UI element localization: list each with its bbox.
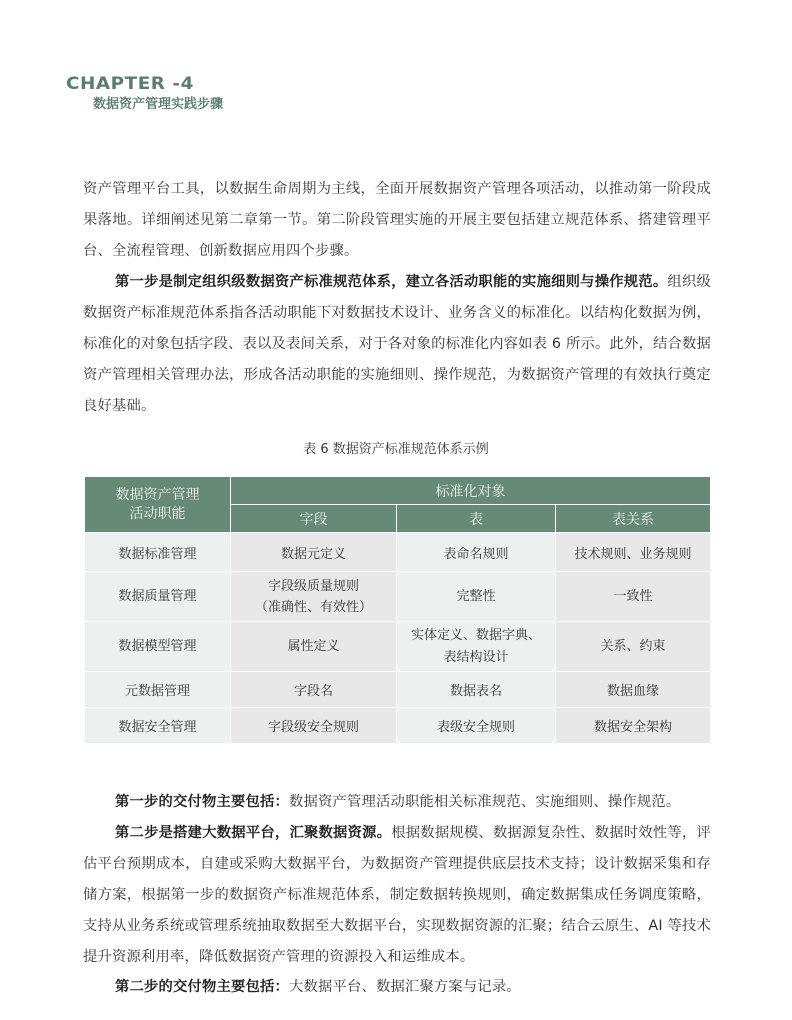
paragraph-step2: [83, 818, 711, 973]
cell-table-line1: 实体定义、数据字典、: [410, 627, 541, 643]
table-row: [85, 533, 711, 572]
cell-function: 数据标准管理: [85, 533, 231, 572]
header-table: 表: [397, 505, 556, 533]
cell-field: 字段名: [231, 672, 397, 708]
cell-field: [231, 572, 397, 622]
header-function-line2: 活动职能: [129, 505, 186, 522]
cell-relation: 关系、约束: [556, 622, 711, 672]
step2-deliverables-body: 大数据平台、数据汇聚方案与记录。: [288, 979, 521, 995]
cell-table: 表级安全规则: [397, 708, 556, 744]
header-field: 字段: [231, 505, 397, 533]
cell-function: 数据安全管理: [85, 708, 231, 744]
step1-deliverables-heading: 第一步的交付物主要包括：: [115, 794, 289, 810]
cell-field: 属性定义: [231, 622, 397, 672]
cell-relation: 一致性: [556, 572, 711, 622]
cell-relation: 技术规则、业务规则: [556, 533, 711, 572]
cell-function: 元数据管理: [85, 672, 231, 708]
cell-field: 数据元定义: [231, 533, 397, 572]
cell-table: [397, 622, 556, 672]
cell-table-line2: 表结构设计: [443, 649, 509, 665]
cell-table: 数据表名: [397, 672, 556, 708]
cell-relation: 数据血缘: [556, 672, 711, 708]
paragraph-step1: [83, 267, 711, 422]
cell-table: 完整性: [397, 572, 556, 622]
cell-field-line2: （准确性、有效性）: [254, 599, 372, 615]
cell-field-line1: 字段级质量规则: [267, 578, 359, 594]
paragraph-step1-deliverables: [83, 787, 711, 818]
cell-function: 数据模型管理: [85, 622, 231, 672]
table-row: [85, 708, 711, 744]
header-function-line1: 数据资产管理: [115, 486, 200, 503]
table-row: [85, 672, 711, 708]
table-row: [85, 572, 711, 622]
paragraph-intro: 资产管理平台工具，以数据生命周期为主线，全面开展数据资产管理各项活动，以推动第一阶段成果落地。详细阐述见第二章第一节。第二阶段管理实施的开展主要包括建立规范体系、搭建管理平台、全流程管理、创新数据应用四个步骤。: [83, 181, 711, 259]
step1-deliverables-body: 数据资产管理活动职能相关标准规范、实施细则、操作规范。: [288, 794, 681, 810]
cell-relation: 数据安全架构: [556, 708, 711, 744]
step2-heading: 第二步是搭建大数据平台，汇聚数据资源。: [115, 825, 392, 841]
table-caption: 表 6 数据资产标准规范体系示例: [303, 442, 489, 457]
chapter-title: 数据资产管理实践步骤: [93, 97, 224, 112]
header-standardized-objects: 标准化对象: [231, 477, 711, 505]
step1-body: 组织级数据资产标准规范体系指各活动职能下对数据技术设计、业务含义的标准化。以结构化数据为例，标准化的对象包括字段、表以及表间关系，对于各对象的标准化内容如表 6 所示。此外，结合数据资产管理相关管理办法，形成各活动职能的实施细则、操作规范，为数据资产管理的有效执行奠定良好基础。: [83, 274, 711, 414]
header-relation: 表关系: [556, 505, 711, 533]
step2-deliverables-heading: 第二步的交付物主要包括：: [115, 979, 289, 995]
chapter-label: CHAPTER -4: [66, 74, 194, 94]
step1-heading: 第一步是制定组织级数据资产标准规范体系，建立各活动职能的实施细则与操作规范。: [115, 274, 668, 290]
paragraph-step2-deliverables: [83, 972, 711, 1003]
chapter-header: [66, 74, 223, 114]
header-function: [85, 477, 231, 533]
standards-table: [84, 476, 711, 744]
cell-field: 字段级安全规则: [231, 708, 397, 744]
table-row: [85, 622, 711, 672]
cell-table: 表命名规则: [397, 533, 556, 572]
cell-function: 数据质量管理: [85, 572, 231, 622]
step2-body: 根据数据规模、数据源复杂性、数据时效性等，评估平台预期成本，自建或采购大数据平台，为数据资产管理提供底层技术支持；设计数据采集和存储方案，根据第一步的数据资产标准规范体系，制定数据转换规则，确定数据集成任务调度策略，支持从业务系统或管理系统抽取数据至大数据平台，实现数据资源的汇聚；结合云原生、AI 等技术提升资源利用率，降低数据资产管理的资源投入和运维成本。: [83, 825, 712, 965]
